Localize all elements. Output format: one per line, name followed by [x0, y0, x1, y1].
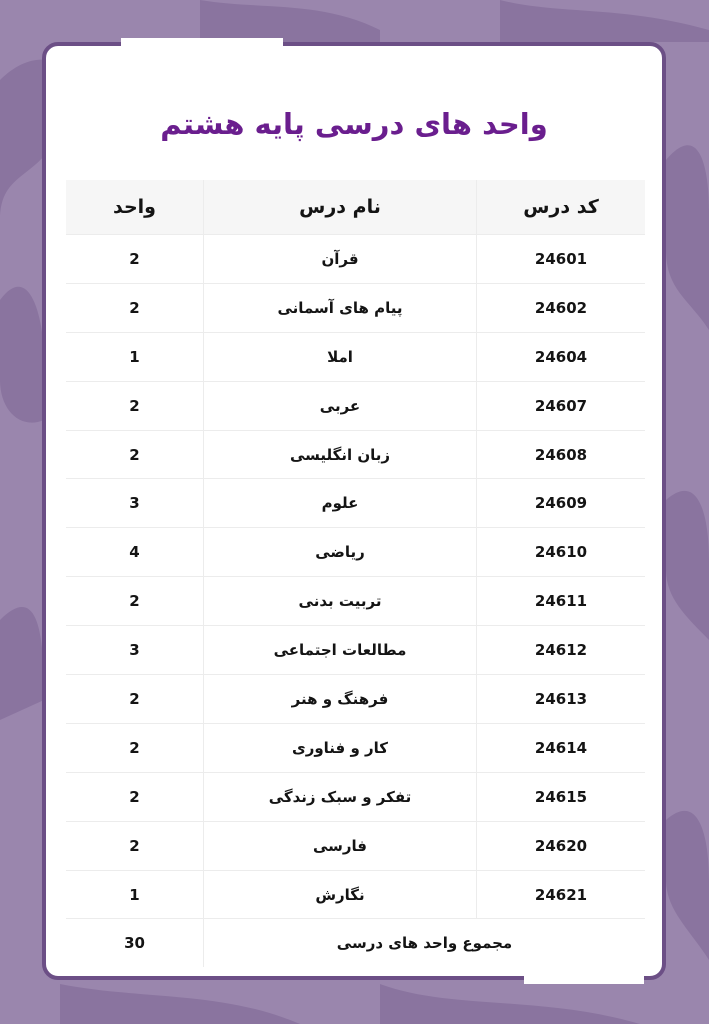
table-row [66, 479, 645, 528]
table-row [66, 528, 645, 577]
cell-units: 2 [66, 577, 204, 626]
cell-course-code: 24601 [477, 235, 646, 284]
total-row [66, 919, 645, 968]
cell-units: 2 [66, 821, 204, 870]
cell-course-code: 24609 [477, 479, 646, 528]
cell-course-name: عربی [204, 381, 477, 430]
cell-course-name: تربیت بدنی [204, 577, 477, 626]
cell-units: 2 [66, 235, 204, 284]
cell-course-code: 24613 [477, 675, 646, 724]
table-row [66, 772, 645, 821]
cell-course-name: نگارش [204, 870, 477, 919]
cell-course-code: 24612 [477, 626, 646, 675]
table-row [66, 283, 645, 332]
table-row [66, 675, 645, 724]
cell-units: 2 [66, 675, 204, 724]
cell-course-code: 24607 [477, 381, 646, 430]
cell-course-code: 24602 [477, 283, 646, 332]
page-title: واحد های درسی پایه هشتم [160, 107, 548, 141]
table-row [66, 870, 645, 919]
table-row [66, 235, 645, 284]
table-row [66, 626, 645, 675]
table-row [66, 332, 645, 381]
cell-course-code: 24615 [477, 772, 646, 821]
cell-course-name: قرآن [204, 235, 477, 284]
cell-course-name: مطالعات اجتماعی [204, 626, 477, 675]
cell-course-name: علوم [204, 479, 477, 528]
cell-course-code: 24610 [477, 528, 646, 577]
cell-course-name: تفکر و سبک زندگی [204, 772, 477, 821]
card-top-notch [121, 38, 283, 48]
card-bottom-notch [524, 974, 644, 984]
table-row [66, 430, 645, 479]
cell-units: 2 [66, 283, 204, 332]
cell-course-name: فرهنگ و هنر [204, 675, 477, 724]
cell-course-code: 24604 [477, 332, 646, 381]
cell-course-code: 24611 [477, 577, 646, 626]
cell-units: 3 [66, 479, 204, 528]
cell-course-code: 24620 [477, 821, 646, 870]
cell-units: 2 [66, 381, 204, 430]
courses-table [66, 180, 645, 967]
cell-course-code: 24621 [477, 870, 646, 919]
table-row [66, 381, 645, 430]
cell-course-name: املا [204, 332, 477, 381]
cell-units: 1 [66, 870, 204, 919]
cell-course-code: 24608 [477, 430, 646, 479]
cell-course-name: ریاضی [204, 528, 477, 577]
cell-course-name: فارسی [204, 821, 477, 870]
cell-units: 4 [66, 528, 204, 577]
header-course-code: کد درس [477, 180, 646, 235]
table-row [66, 821, 645, 870]
cell-units: 2 [66, 723, 204, 772]
cell-course-name: زبان انگلیسی [204, 430, 477, 479]
cell-units: 2 [66, 772, 204, 821]
total-label: مجموع واحد های درسی [336, 934, 513, 953]
cell-units: 3 [66, 626, 204, 675]
table-header-row [66, 180, 645, 235]
cell-course-name: پیام های آسمانی [204, 283, 477, 332]
table-row [66, 577, 645, 626]
header-units: واحد [66, 180, 204, 235]
header-course-name: نام درس [204, 180, 477, 235]
table-row [66, 723, 645, 772]
total-value: 30 [66, 919, 204, 968]
cell-course-name: کار و فناوری [204, 723, 477, 772]
cell-units: 2 [66, 430, 204, 479]
cell-units: 1 [66, 332, 204, 381]
cell-course-code: 24614 [477, 723, 646, 772]
